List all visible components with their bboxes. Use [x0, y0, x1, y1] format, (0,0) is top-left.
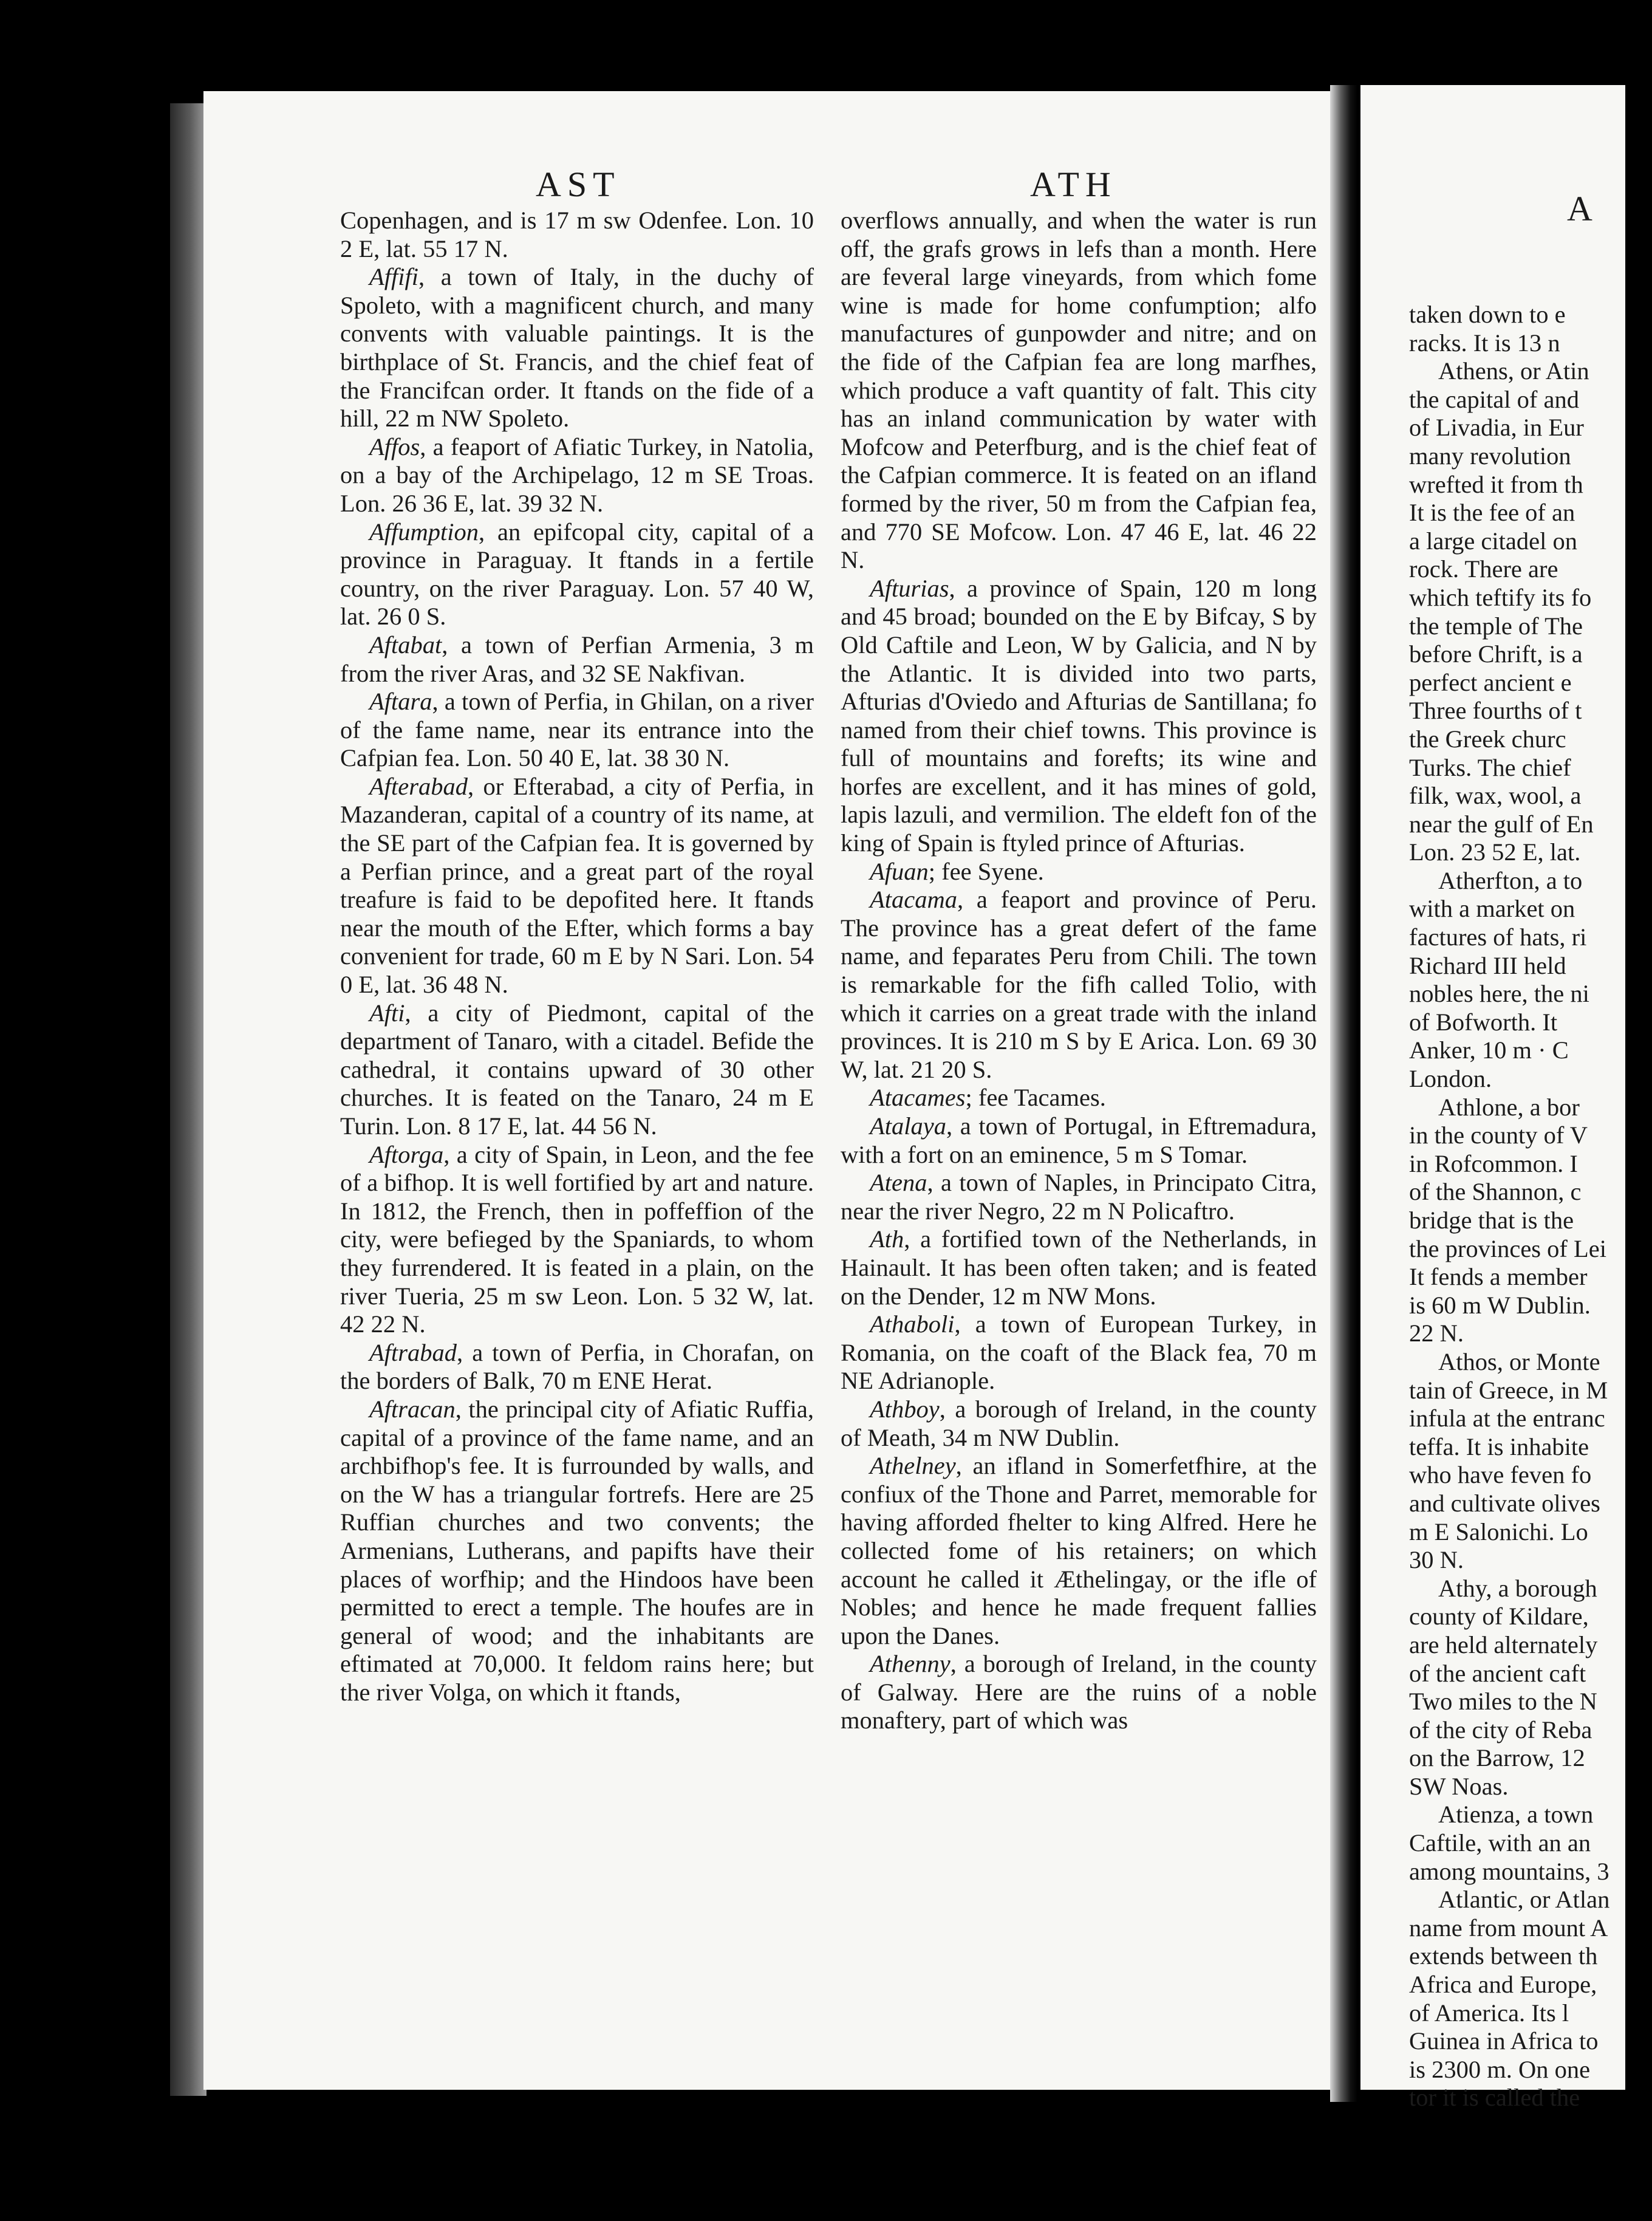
entry-body: , a town of Perfia, in Chorafan, on the borders of Balk, 70 m ENE Herat.	[340, 1338, 814, 1395]
column-3-line: Athy, a borough	[1438, 1574, 1597, 1602]
entry-body: , the principal city of Afiatic Ruffia, capital of a province of the fame name, and an archbifhop's fee. It is furrounded by walls, and on the W has a triangular fortrefs. Here are 25 Ruffian churches and two convents; the Armenians, Lutherans, and papifts have their places of worfhip; and the Hindoos have been permitted to erect a temple. The houfes are in general of wood; and the inhabitants are eftimated at 70,000. It feldom rains here; but the river Volga, on which it ftands,	[340, 1395, 814, 1706]
column-3-line: a large citadel on	[1409, 527, 1577, 555]
column-3-line: the capital of and	[1409, 385, 1579, 413]
entry-body: , a borough of Ireland, in the county of Galway. Here are the ruins of a noble monaftery, part of which was	[841, 1650, 1317, 1734]
column-3-line: and cultivate olives	[1409, 1489, 1600, 1517]
column-3-line: is 60 m W Dublin.	[1409, 1291, 1591, 1319]
entry-headword: Afti	[369, 999, 405, 1027]
entry-body: , a town of Perfian Armenia, 3 m from the river Aras, and 32 SE Nakfivan.	[340, 631, 814, 687]
entry-headword: Aftara	[369, 688, 432, 716]
gazetteer-entry	[841, 1395, 1317, 1452]
column-3-line: name from mount A	[1409, 1914, 1608, 1942]
column-3-line: nobles here, the ni	[1409, 980, 1589, 1008]
column-3-line: Caftile, with an an	[1409, 1829, 1591, 1857]
entry-headword: Atalaya	[870, 1112, 946, 1140]
gazetteer-entry	[340, 773, 814, 999]
column-3-line: Guinea in Africa to	[1409, 2027, 1599, 2055]
entry-headword: Afturias	[870, 574, 949, 602]
column-3-line: county of Kildare,	[1409, 1603, 1589, 1631]
column-3-line: teffa. It is inhabite	[1409, 1432, 1589, 1460]
entry-body: , a city of Spain, in Leon, and the fee of a bifhop. It is well fortified by art and nature. In 1812, the French, then in poffeffion of the city, were befieged by the Spaniards, to whom they furrendered. It is feated in a plain, on the river Tueria, 25 m sw Leon. Lon. 5 32 W, lat. 42 22 N.	[340, 1140, 814, 1338]
entry-body: , a feaport and province of Peru. The province has a great defert of the fame name, and feparates Peru from Chili. The town is remarkable for the fifh called Tolio, with which it carries on a great trade with the inland provinces. It is 210 m S by E Arica. Lon. 69 30 W, lat. 21 20 S.	[841, 886, 1317, 1083]
column-3-line: among mountains, 3	[1409, 1857, 1609, 1885]
column-3-line: Anker, 10 m · C	[1409, 1036, 1569, 1064]
column-3-line: Athens, or Atin	[1438, 357, 1589, 385]
column-3-line: are held alternately	[1409, 1631, 1598, 1658]
entry-headword: Affifi	[369, 263, 418, 291]
column-3-line: tain of Greece, in M	[1409, 1376, 1608, 1404]
column-3-line: racks. It is 13 n	[1409, 329, 1560, 357]
column-3-line: filk, wax, wool, a	[1409, 782, 1582, 810]
entry-body: , or Efterabad, a city of Perfia, in Mazanderan, capital of a country of its name, at the SE part of the Cafpian fea. It is governed by a Perfian prince, and a great part of the royal treafure is faid to be depofited here. It ftands near the mouth of the Efter, which forms a bay convenient for trade, 60 m E by N Sari. Lon. 54 0 E, lat. 36 48 N.	[340, 772, 814, 999]
column-3-line: London.	[1409, 1065, 1492, 1093]
column-1-text	[340, 207, 814, 1706]
entry-body: ; fee Syene.	[928, 857, 1044, 885]
column-3-line: the temple of The	[1409, 612, 1583, 640]
column-3-line: It fends a member	[1409, 1263, 1588, 1291]
column-3-line: Turks. The chief	[1409, 753, 1571, 781]
column-3-line: m E Salonichi. Lo	[1409, 1518, 1588, 1545]
column-3-line: which teftify its fo	[1409, 583, 1592, 611]
gazetteer-entry	[841, 1452, 1317, 1650]
column-3-line: factures of hats, ri	[1409, 923, 1587, 951]
entry-headword: Athenny	[870, 1650, 951, 1678]
gazetteer-entry	[340, 433, 814, 518]
column-3-line: Athlone, a bor	[1438, 1093, 1580, 1121]
column-3-line: Atlantic, or Atlan	[1438, 1886, 1610, 1914]
entry-headword: Ath	[870, 1225, 904, 1253]
entry-body: , a borough of Ireland, in the county of Meath, 34 m NW Dublin.	[841, 1395, 1317, 1451]
gazetteer-entry	[841, 1169, 1317, 1225]
column-3-line: in the county of V	[1409, 1121, 1588, 1149]
book-spine-shadow	[170, 103, 206, 2096]
column-3-line: many revolution	[1409, 442, 1571, 470]
column-3-line: in Rofcommon. I	[1409, 1149, 1578, 1177]
column-3-line: Lon. 23 52 E, lat.	[1409, 838, 1581, 866]
entry-body: , a fortified town of the Netherlands, in Hainault. It has been often taken; and is feated on the Dender, 12 m NW Mons.	[841, 1225, 1317, 1310]
column-3-line: rock. There are	[1409, 555, 1558, 583]
column-3-line: Africa and Europe,	[1409, 1971, 1597, 1999]
entry-body: , a town of Italy, in the duchy of Spoleto, with a magnificent church, and many convents with valuable paintings. It is the birthplace of St. Francis, and the chief feat of the Francifcan order. It ftands on the fide of a hill, 22 m NW Spoleto.	[340, 263, 814, 433]
gazetteer-entry	[340, 263, 814, 433]
column-3-line: before Chrift, is a	[1409, 640, 1583, 668]
right-page-fragment	[1360, 85, 1625, 2112]
entry-headword: Atacames	[870, 1084, 966, 1112]
entry-body: , an ifland in Somerfetfhire, at the confiux of the Thone and Parret, memorable for having afforded fhelter to king Alfred. Here he collected fome of his retainers; on which account he called it Æthelingay, or the ifle of Nobles; and hence he made frequent fallies upon the Danes.	[841, 1452, 1317, 1649]
column-3-line: 30 N.	[1409, 1546, 1464, 1574]
running-head-right: A	[1567, 189, 1599, 228]
entry-body: , a town of Portugal, in Eftremadura, with a fort on an eminence, 5 m S Tomar.	[841, 1112, 1317, 1168]
entry-headword: Aftrabad	[369, 1338, 457, 1366]
gazetteer-entry	[841, 1084, 1317, 1112]
column-3-line: is 2300 m. On one	[1409, 2055, 1591, 2083]
entry-headword: Aftabat	[369, 631, 442, 659]
entry-body: ; fee Tacames.	[965, 1084, 1106, 1112]
gazetteer-entry	[340, 631, 814, 688]
gazetteer-entry	[841, 575, 1317, 858]
entry-body: , a feaport of Afiatic Turkey, in Natolia, on a bay of the Archipelago, 12 m SE Troas. Lon. 26 36 E, lat. 39 32 N.	[340, 433, 814, 517]
column-3-line: Three fourths of t	[1409, 697, 1582, 725]
column-3-line: taken down to e	[1409, 301, 1566, 328]
column-3-line: of Livadia, in Eur	[1409, 414, 1584, 442]
running-head-left: AST	[536, 165, 621, 204]
column-3-line: tor it is called the	[1409, 2084, 1580, 2112]
gazetteer-entry	[841, 1112, 1317, 1169]
column-3-line: the provinces of Lei	[1409, 1234, 1607, 1262]
entry-headword: Aftorga	[369, 1140, 444, 1168]
entry-headword: Athelney	[870, 1452, 956, 1480]
entry-body: overflows annually, and when the water is run off, the grafs grows in lefs than a month. Here are feveral large vineyards, from which fome wine is made for home confumption; alfo manufactures of gunpowder and nitre; and on the fide of the Cafpian fea are long marfhes, which produce a vaft quantity of falt. This city has an inland communication by water with Mofcow and Peterfburg, and is the chief feat of the Cafpian commerce. It is feated on an ifland formed by the river, 50 m from the Cafpian fea, and 770 SE Mofcow. Lon. 47 46 E, lat. 46 22 N.	[841, 207, 1317, 574]
entry-headword: Athboy	[870, 1395, 940, 1423]
gazetteer-entry	[340, 518, 814, 631]
column-3-line: who have feven fo	[1409, 1461, 1592, 1489]
page-gutter-shadow	[1330, 85, 1357, 2102]
column-3-line: bridge that is the	[1409, 1206, 1574, 1234]
gazetteer-entry	[340, 1395, 814, 1707]
gazetteer-entry	[340, 999, 814, 1141]
column-3-line: Atherfton, a to	[1438, 866, 1583, 894]
gazetteer-entry	[841, 858, 1317, 886]
entry-headword: Affumption	[369, 518, 479, 546]
column-3-line: of the city of Reba	[1409, 1716, 1592, 1744]
column-3-line: perfect ancient e	[1409, 668, 1572, 696]
entry-headword: Afterabad	[369, 772, 468, 800]
column-3-line: wrefted it from th	[1409, 470, 1583, 498]
column-3-line: of the ancient caft	[1409, 1659, 1586, 1687]
column-3-line: Richard III held	[1409, 951, 1566, 979]
column-3-line: Two miles to the N	[1409, 1688, 1597, 1716]
entry-headword: Afuan	[870, 857, 929, 885]
running-head-middle: ATH	[1030, 165, 1117, 204]
gazetteer-entry	[340, 1339, 814, 1395]
column-3-line: with a market on	[1409, 895, 1575, 923]
gazetteer-entry	[841, 1650, 1317, 1735]
entry-body: , a province of Spain, 120 m long and 45 broad; bounded on the E by Bifcay, S by Old Caftile and Leon, W by Galicia, and N by the Atlantic. It is divided into two parts, Afturias d'Oviedo and Afturias de Santillana; fo named from their chief towns. This province is full of mountains and forefts; its wine and horfes are excellent, and it has mines of gold, lapis lazuli, and vermilion. The eldeft fon of the king of Spain is ftyled prince of Afturias.	[841, 574, 1317, 857]
column-3-line: It is the fee of an	[1409, 499, 1575, 527]
gazetteer-entry	[340, 1141, 814, 1339]
column-3-line: Atienza, a town	[1438, 1801, 1594, 1829]
column-3-line: of the Shannon, c	[1409, 1178, 1582, 1206]
entry-headword: Atena	[870, 1169, 927, 1197]
column-3-line: near the gulf of En	[1409, 810, 1594, 838]
gazetteer-entry	[841, 1310, 1317, 1395]
column-3-line: Athos, or Monte	[1438, 1347, 1600, 1375]
column-3-text	[1409, 301, 1652, 2112]
column-3-line: the Greek churc	[1409, 725, 1566, 753]
entry-body: , a town of Perfia, in Ghilan, on a river of the fame name, near its entrance into the Cafpian fea. Lon. 50 40 E, lat. 38 30 N.	[340, 688, 814, 772]
entry-body: , a town of European Turkey, in Romania, on the coaft of the Black fea, 70 m NE Adrianople.	[841, 1310, 1317, 1395]
column-2-text	[841, 207, 1317, 1735]
column-3-line: on the Barrow, 12	[1409, 1744, 1585, 1772]
entry-body: , an epifcopal city, capital of a province in Paraguay. It ftands in a fertile country, on the river Paraguay. Lon. 57 40 W, lat. 26 0 S.	[340, 518, 814, 631]
entry-headword: Athaboli	[870, 1310, 955, 1338]
gazetteer-entry	[841, 886, 1317, 1084]
entry-body: , a town of Naples, in Principato Citra, near the river Negro, 22 m N Policaftro.	[841, 1169, 1317, 1225]
entry-headword: Atacama	[870, 886, 957, 914]
column-3-line: infula at the entranc	[1409, 1405, 1605, 1432]
column-3-line: SW Noas.	[1409, 1772, 1509, 1800]
gazetteer-entry	[340, 688, 814, 773]
column-3-line: 22 N.	[1409, 1319, 1464, 1347]
entry-body: Copenhagen, and is 17 m sw Odenfee. Lon. 10 2 E, lat. 55 17 N.	[340, 207, 814, 262]
entry-headword: Aftracan	[369, 1395, 456, 1423]
entry-body: , a city of Piedmont, capital of the department of Tanaro, with a citadel. Befide the cathedral, it contains upward of 30 other churches. It is feated on the Tanaro, 24 m E Turin. Lon. 8 17 E, lat. 44 56 N.	[340, 999, 814, 1140]
gazetteer-entry	[841, 207, 1317, 575]
column-3-line: extends between th	[1409, 1942, 1598, 1970]
entry-headword: Affos	[369, 433, 420, 460]
gazetteer-entry	[841, 1225, 1317, 1310]
column-3-line: of America. Its l	[1409, 1999, 1569, 2027]
column-3-line: of Bofworth. It	[1409, 1008, 1558, 1036]
gazetteer-entry	[340, 207, 814, 263]
